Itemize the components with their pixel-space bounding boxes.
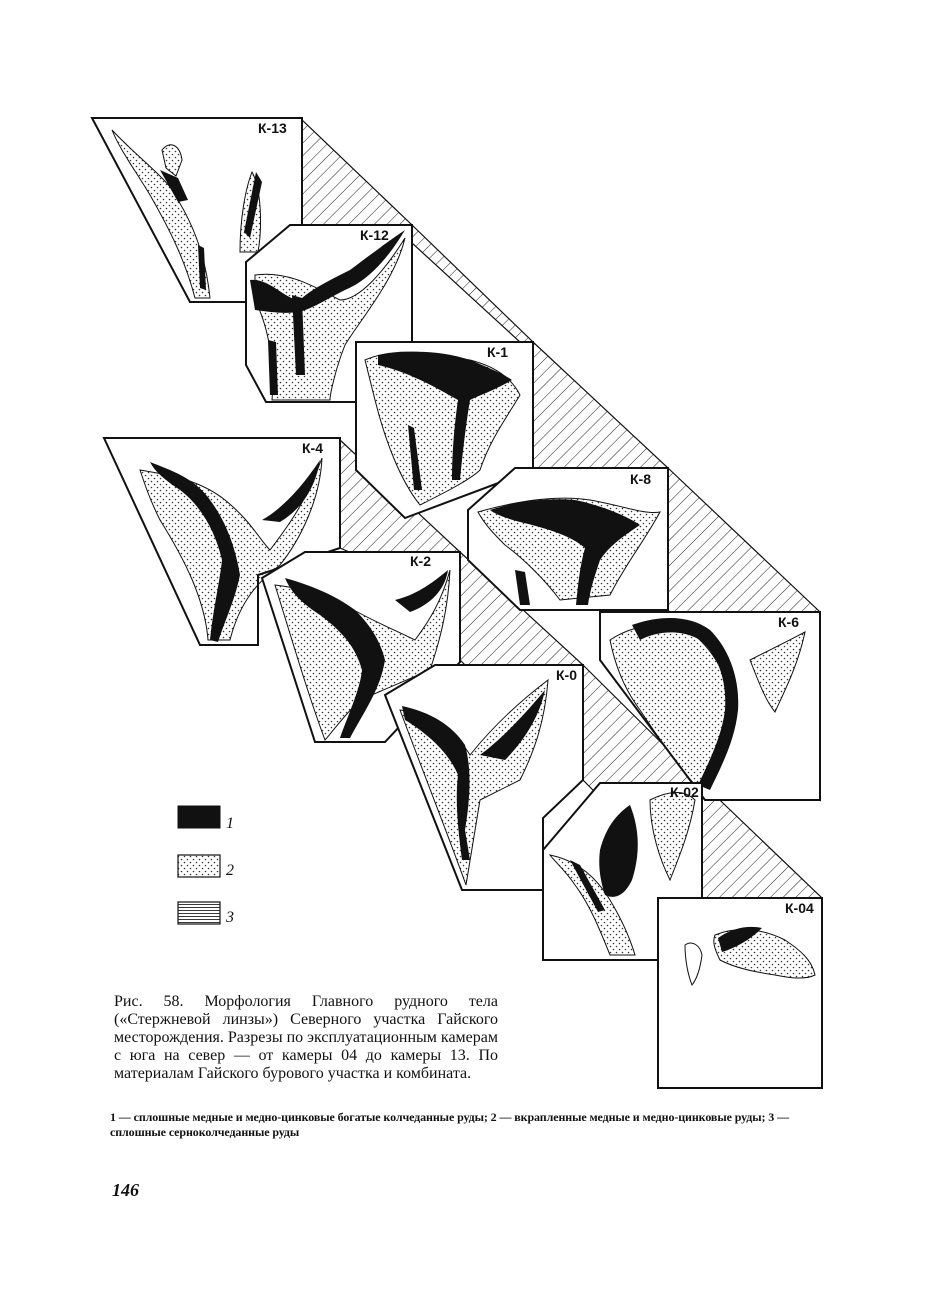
legend [178, 806, 234, 926]
legend-swatch-massive-ore [178, 806, 220, 828]
band-k12 [412, 225, 533, 354]
section-k8 [468, 468, 668, 610]
section-label: К-1 [487, 344, 508, 360]
page-number: 146 [112, 1180, 139, 1200]
legend-explanation: 1 — сплошные медные и медно-цинковые богатые колчеданные руды; 2 — вкрапленные медные и медно-цинковые руды; 3 — сплошные серноколчеданные руды [110, 1110, 790, 1139]
section-label: К-4 [302, 440, 323, 456]
section-label: К-12 [360, 227, 389, 243]
section-label: К-0 [556, 667, 577, 683]
section-label: К-6 [778, 614, 799, 630]
legend-swatch-sulfur-pyrite-ore [178, 902, 220, 924]
section-k04 [658, 898, 822, 1088]
legend-swatch-disseminated-ore [178, 855, 220, 877]
legend-label: 2 [226, 862, 234, 879]
band-k02 [702, 783, 822, 910]
legend-label: 3 [226, 909, 234, 926]
section-frame [658, 898, 822, 1088]
section-label: К-8 [630, 471, 651, 487]
legend-label: 1 [226, 815, 234, 832]
figure-caption: Рис. 58. Морфология Главного рудного тела («Стержневой линзы») Северного участка Гайского месторождения. Разрезы по эксплуатационным камерам с юга на север — от камеры 04 до камеры 13. По материалам Гайского бурового участка и комбината. [114, 993, 499, 1082]
section-label: К-13 [258, 120, 287, 136]
section-label: К-2 [410, 553, 431, 569]
section-label: К-02 [670, 784, 699, 800]
section-label: К-04 [785, 900, 814, 916]
